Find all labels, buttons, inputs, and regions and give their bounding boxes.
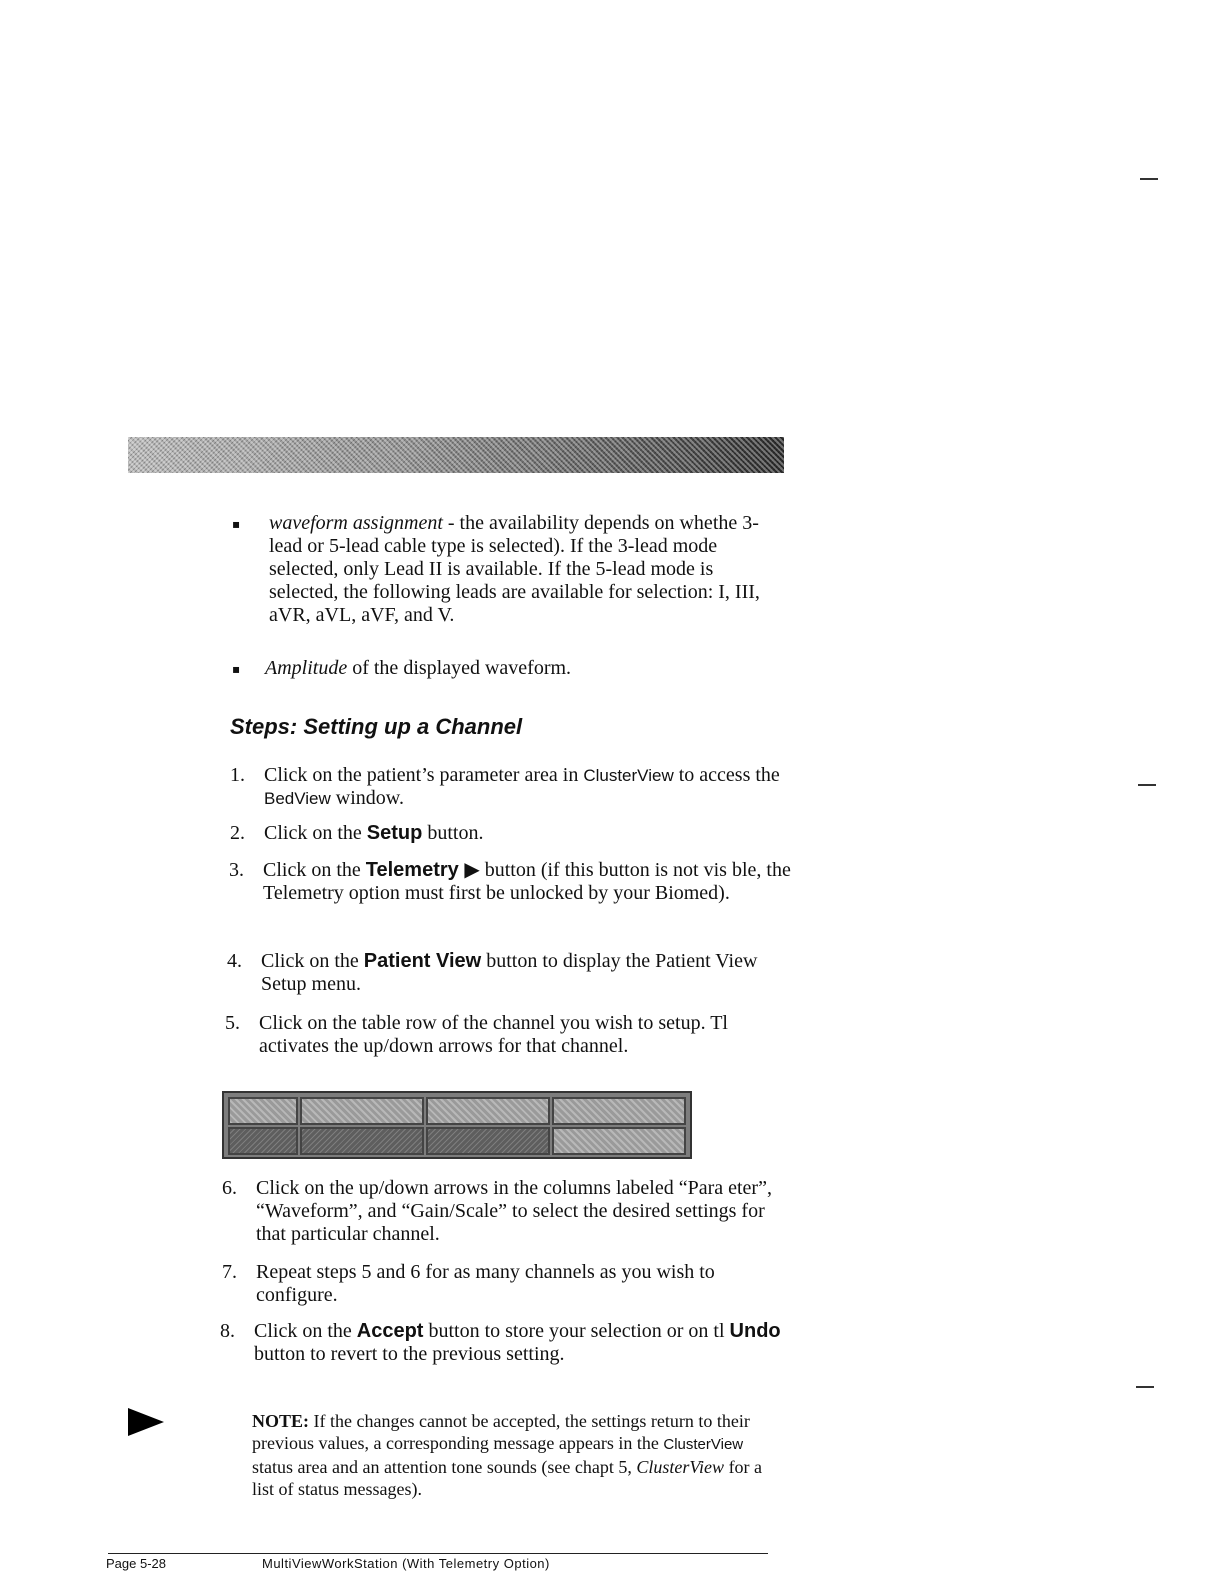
bullet-term: Amplitude (265, 657, 348, 679)
step-number: 4. (227, 950, 242, 972)
bullet-amplitude (232, 657, 782, 680)
table-cell (552, 1127, 686, 1155)
setup-button-ref: Setup (366, 822, 423, 844)
step-3 (229, 859, 803, 905)
undo-button-ref: Undo (729, 1320, 781, 1342)
step-text: button to store your selection or on tl (423, 1320, 730, 1342)
footer-rule (108, 1553, 768, 1554)
channel-table-screenshot (222, 1091, 692, 1159)
step-number: 5. (225, 1012, 240, 1034)
step-4 (227, 950, 801, 996)
step-text: Click on the up/down arrows in the columns labeled “Para eter”, “Waveform”, and “Gain/Scale” to select the desired settings for that particular channel. (256, 1177, 772, 1245)
note-text: If the changes cannot be accepted, the settings return to their previous values, a corresponding message appears in the (252, 1411, 750, 1453)
bullet-text: of the displayed waveform. (347, 657, 572, 679)
footer-title: MultiViewWorkStation (With Telemetry Option) (262, 1556, 550, 1571)
note-block (252, 1410, 772, 1500)
note-text: for a list of status messages). (252, 1457, 763, 1499)
margin-mark (1136, 1386, 1154, 1388)
step-number: 1. (230, 764, 245, 786)
patient-view-button-ref: Patient View (363, 950, 482, 972)
step-number: 6. (222, 1177, 237, 1199)
section-heading: Steps: Setting up a Channel (230, 714, 523, 739)
step-text: Repeat steps 5 and 6 for as many channels as you wish to configure. (256, 1261, 715, 1306)
step-8 (220, 1320, 794, 1366)
table-cell (300, 1097, 424, 1125)
step-5 (225, 1012, 789, 1058)
footer-page-number: Page 5-28 (106, 1556, 166, 1571)
step-text: button (if this button is not vis ble, the Telemetry option must first be unlocked by your Biomed). (263, 859, 791, 904)
table-cell (228, 1097, 298, 1125)
step-text: window. (330, 787, 404, 809)
step-text: Click on the (254, 1320, 357, 1342)
step-2 (230, 822, 804, 845)
step-number: 2. (230, 822, 245, 844)
step-number: 3. (229, 859, 244, 881)
step-text: Click on the table row of the channel you wish to setup. Tl activates the up/down arrows for that channel. (259, 1012, 728, 1057)
step-1 (230, 764, 804, 810)
step-6 (222, 1177, 786, 1246)
bullet-icon: ▪ (232, 517, 241, 531)
chapter-reference: ClusterView (636, 1457, 725, 1477)
bullet-term: waveform assignment (269, 512, 443, 534)
step-text: Click on the (264, 822, 367, 844)
margin-mark (1138, 784, 1156, 786)
bullet-waveform-assignment (232, 512, 782, 627)
note-text: status area and an attention tone sounds (see chapt 5, (252, 1457, 637, 1477)
telemetry-button-ref: Telemetry ▶ (365, 859, 480, 881)
step-number: 8. (220, 1320, 235, 1342)
section-header-bar (128, 437, 784, 473)
clusterview-term: ClusterView (583, 766, 674, 785)
step-text: button. (422, 822, 484, 844)
note-label: NOTE: (252, 1411, 310, 1431)
step-text: Click on the patient’s parameter area in (264, 764, 584, 786)
step-text: Click on the (263, 859, 366, 881)
clusterview-term: ClusterView (663, 1436, 744, 1453)
table-cell (426, 1097, 550, 1125)
step-text: to access the (673, 764, 780, 786)
table-cell (228, 1127, 298, 1155)
table-cell (552, 1097, 686, 1125)
table-cell (426, 1127, 550, 1155)
bullet-icon: ▪ (232, 662, 241, 676)
step-number: 7. (222, 1261, 237, 1283)
margin-mark (1140, 178, 1158, 180)
accept-button-ref: Accept (356, 1320, 424, 1342)
step-text: button to revert to the previous setting. (254, 1343, 565, 1365)
bullet-text: - the availability depends on whethe 3-lead or 5-lead cable type is selected). If the 3-lead mode selected, only Lead II is available. If the 5-lead mode is selected, the following leads are available for selection: I, III, aVR, aVL, aVF, and V. (269, 512, 760, 626)
table-cell (300, 1127, 424, 1155)
step-text: button to display the Patient View Setup menu. (261, 950, 758, 995)
step-text: Click on the (261, 950, 364, 972)
note-arrow-icon (128, 1408, 164, 1436)
step-7 (222, 1261, 796, 1307)
bedview-term: BedView (264, 789, 331, 808)
